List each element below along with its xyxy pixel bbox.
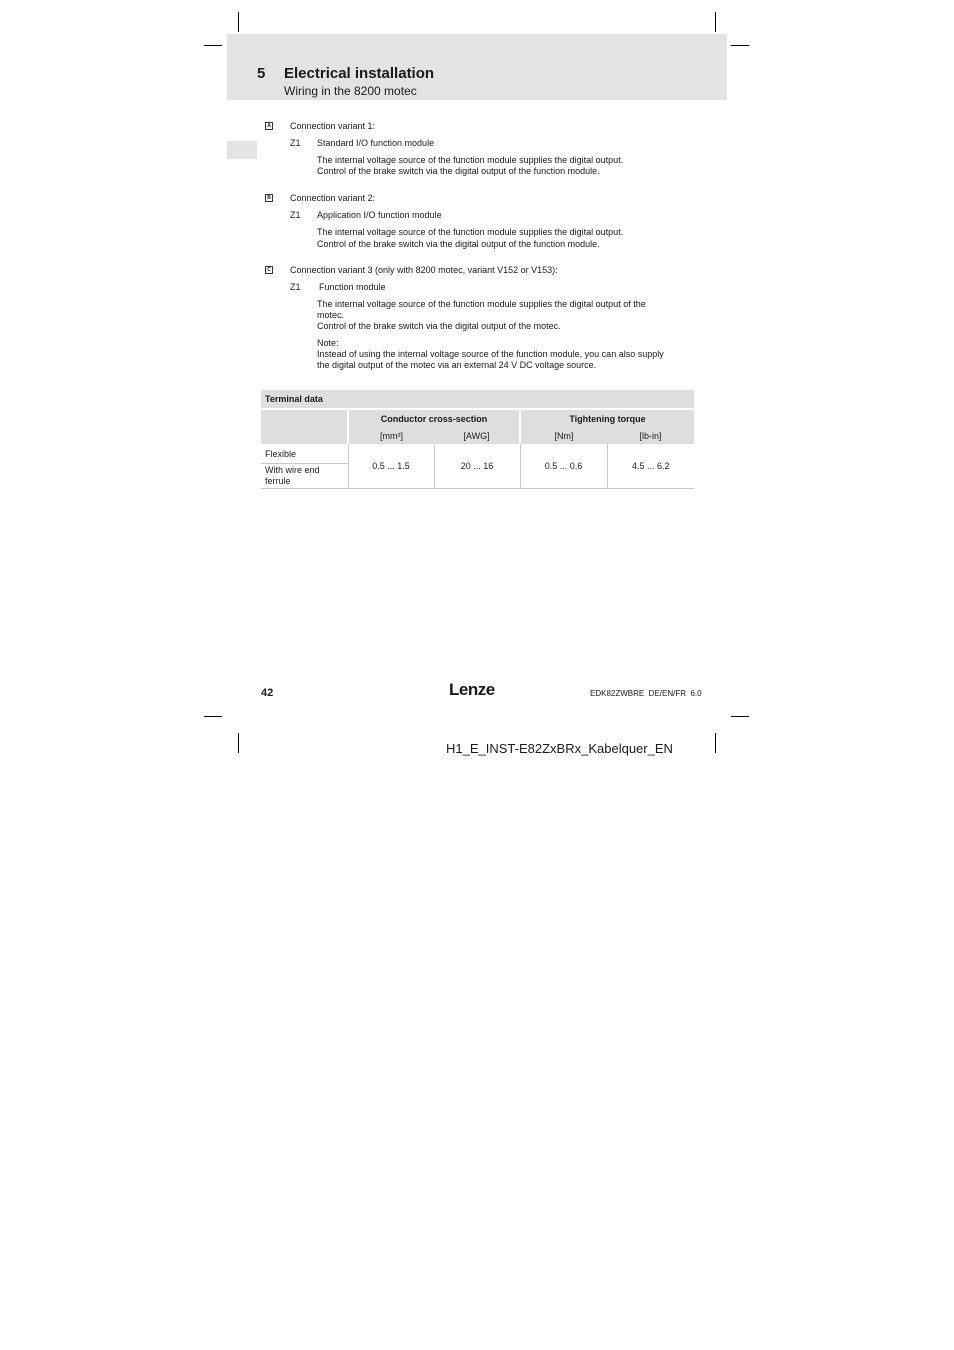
variant-module: Application I/O function module [317, 210, 442, 220]
header-conductor-cross-section: Conductor cross-section [348, 409, 520, 427]
variant-marker-a: A [265, 122, 273, 130]
crop-mark [238, 733, 239, 753]
variant-title: Connection variant 3 (only with 8200 motec, variant V152 or V153): [290, 265, 558, 275]
crop-mark [715, 733, 716, 753]
file-name: H1_E_INST-E82ZxBRx_Kabelquer_EN [446, 741, 673, 756]
variant-module: Function module [319, 282, 386, 292]
chapter-subtitle: Wiring in the 8200 motec [284, 84, 417, 98]
unit-header: [Nm] [520, 427, 607, 444]
document-reference: EDK82ZWBRE DE/EN/FR 6.0 [590, 689, 702, 698]
variant-code: Z1 [290, 210, 301, 220]
variant-text-line: The internal voltage source of the function module supplies the digital output of the [317, 299, 646, 309]
crop-mark [715, 12, 716, 32]
table-row [261, 444, 694, 464]
variant-title: Connection variant 1: [290, 121, 376, 131]
variant-text-line: Control of the brake switch via the digital output of the function module. [317, 166, 600, 176]
variant-text-line: motec. [317, 310, 345, 320]
row-label: Flexible [261, 444, 348, 464]
note-label: Note: [317, 338, 339, 348]
note-line: the digital output of the motec via an external 24 V DC voltage source. [317, 360, 597, 370]
page-number: 42 [261, 687, 274, 699]
variant-code: Z1 [290, 282, 301, 292]
chapter-number: 5 [257, 65, 266, 82]
variant-text-line: Control of the brake switch via the digital output of the function module. [317, 239, 600, 249]
row-label: With wire end ferrule [261, 464, 348, 489]
variant-title: Connection variant 2: [290, 193, 376, 203]
variant-marker-c: C [265, 266, 273, 274]
value-cell: 0.5 ... 0.6 [520, 444, 607, 489]
variant-text-line: The internal voltage source of the function module supplies the digital output. [317, 227, 624, 237]
value-cell: 4.5 ... 6.2 [607, 444, 694, 489]
variant-marker-b: B [265, 194, 273, 202]
variant-text-line: The internal voltage source of the function module supplies the digital output. [317, 155, 624, 165]
crop-mark [204, 45, 222, 46]
chapter-title: Electrical installation [284, 65, 435, 82]
table-caption-row [261, 390, 694, 409]
table-caption: Terminal data [261, 390, 694, 409]
terminal-data-table [261, 390, 694, 489]
table-group-header-row [261, 409, 694, 427]
value-cell: 0.5 ... 1.5 [348, 444, 434, 489]
crop-mark [731, 45, 749, 46]
unit-header: [AWG] [434, 427, 520, 444]
crop-mark [238, 12, 239, 32]
unit-header: [lb-in] [607, 427, 694, 444]
side-tab-marker [227, 141, 257, 159]
crop-mark [731, 716, 749, 717]
value-cell: 20 ... 16 [434, 444, 520, 489]
crop-mark [204, 716, 222, 717]
variant-code: Z1 [290, 138, 301, 148]
variant-module: Standard I/O function module [317, 138, 435, 148]
table-header-empty [261, 409, 348, 444]
unit-header: [mm²] [348, 427, 434, 444]
header-tightening-torque: Tightening torque [520, 409, 694, 427]
variant-text-line: Control of the brake switch via the digital output of the motec. [317, 321, 561, 331]
note-line: Instead of using the internal voltage source of the function module, you can also supply [317, 349, 664, 359]
lenze-logo: Lenze [449, 680, 495, 699]
